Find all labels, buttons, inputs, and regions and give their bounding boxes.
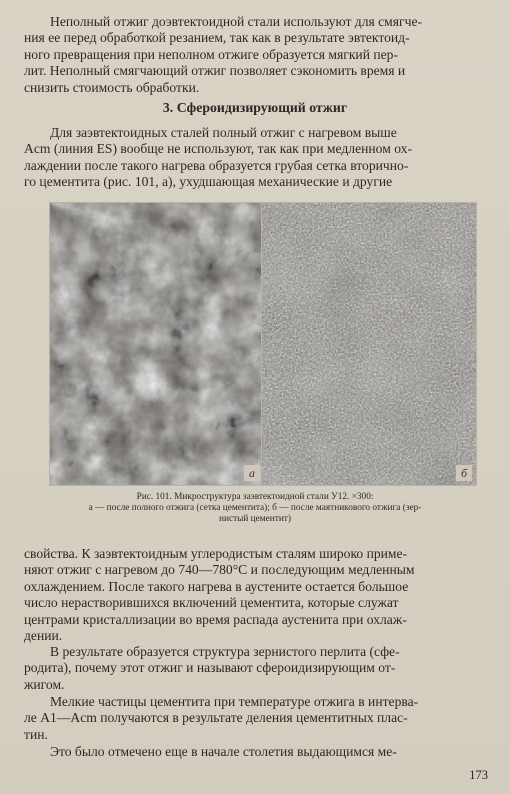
text-line: Для заэвтектоидных сталей полный отжиг с нагревом выше	[50, 125, 397, 140]
figure-caption	[24, 492, 486, 524]
text-line: ле A1—Acm получаются в результате деления цементитных плас-	[24, 710, 408, 726]
text-line: ного превращения при неполном отжиге образуется мягкий пер-	[24, 46, 399, 62]
figure-label-b: б	[456, 465, 472, 481]
text-line: лаждении после такого нагрева образуется грубая сетка вторично-	[24, 157, 409, 173]
intro-paragraph	[24, 125, 484, 191]
text-line: свойства. К заэвтектоидным углеродистым сталям широко приме-	[24, 546, 408, 561]
top-paragraph	[24, 14, 484, 96]
paragraph-3	[24, 644, 484, 693]
micrograph-b	[261, 202, 477, 486]
text-line: няют отжиг с нагревом до 740—780°C и последующим медленным	[24, 562, 415, 578]
text-line: Мелкие частицы цементита при температуре отжига в интерва-	[50, 694, 419, 709]
text-line: Неполный отжиг доэвтектоидной стали используют для смягче-	[50, 14, 423, 29]
text-line: охлаждением. После такого нагрева в аустените остается большое	[24, 578, 409, 594]
micrograph-a	[49, 202, 265, 486]
text-line: лит. Неполный смягчающий отжиг позволяет сэкономить время и	[24, 63, 406, 79]
figure-label-a: a	[244, 465, 260, 481]
caption-line: a — после полного отжига (сетка цементита); б — после маятникового отжига (зер-	[88, 502, 422, 513]
text-line: число нерастворившихся включений цементита, которые служат	[24, 595, 399, 611]
text-line: го цементита (рис. 101, a), ухудшающая механические и другие	[24, 174, 393, 190]
text-line: В результате образуется структура зернистого перлита (сфе-	[50, 644, 400, 659]
micrograph-b-image	[262, 203, 476, 485]
paragraph-4	[24, 694, 484, 743]
text-line: дении.	[24, 628, 63, 644]
section-heading: 3. Сфероидизирующий отжиг	[162, 100, 348, 115]
text-line: Acm (линия ES) вообще не используют, так как при медленном ох-	[24, 141, 412, 157]
paragraph-2	[24, 546, 484, 644]
text-line: родита), почему этот отжиг и называют сфероидизирующим от-	[24, 660, 396, 676]
text-line: тин.	[24, 726, 48, 742]
text-line: ния ее перед обработкой резанием, так как в результате эвтектоид-	[24, 30, 410, 46]
page-number: 173	[469, 768, 488, 782]
text-line: снизить стоимость обработки.	[24, 79, 200, 95]
text-line: центрами кристаллизации во время распада аустенита при охлаж-	[24, 611, 407, 627]
text-line: жигом.	[24, 676, 65, 692]
caption-line: нистый цементит)	[219, 513, 291, 524]
paragraph-5	[24, 744, 484, 760]
micrograph-a-image	[50, 203, 264, 485]
text-line: Это было отмечено еще в начале столетия выдающимся ме-	[50, 744, 397, 759]
caption-line: Рис. 101. Микроструктура заэвтектоидной стали У12. ×300:	[136, 492, 374, 502]
